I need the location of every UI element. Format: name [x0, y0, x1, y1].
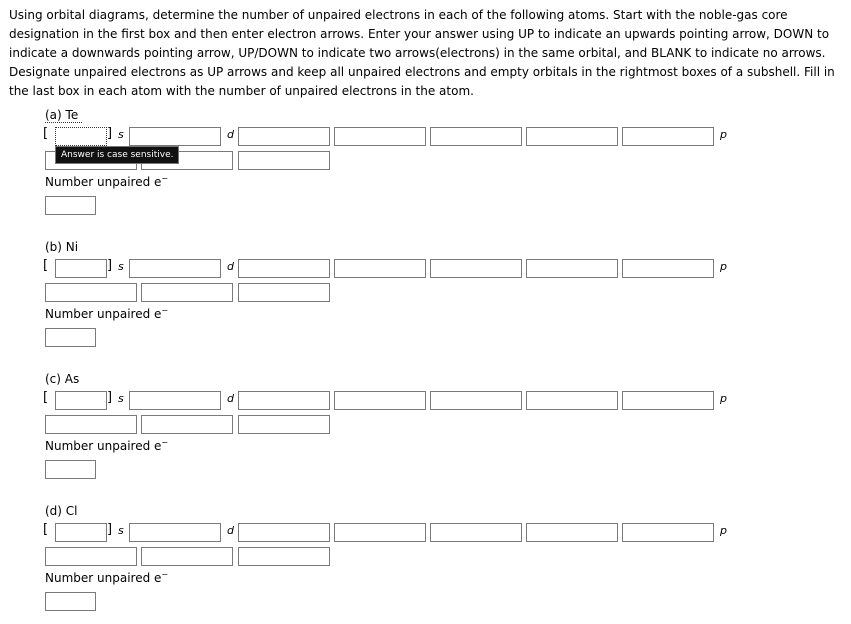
unpaired-count-input[interactable]	[45, 328, 96, 347]
s-orbital-input[interactable]	[129, 391, 221, 410]
p-label: p	[720, 524, 727, 537]
p-orbital-input-1[interactable]	[45, 283, 137, 302]
d-orbital-input-4[interactable]	[526, 391, 618, 410]
d-orbital-input-3[interactable]	[430, 523, 522, 542]
bracket-open: [	[43, 126, 49, 141]
d-orbital-input-4[interactable]	[526, 259, 618, 278]
atom-label: (b) Ni	[45, 240, 79, 254]
atom-d	[45, 504, 805, 624]
unpaired-label	[45, 438, 168, 453]
unpaired-label	[45, 174, 168, 189]
d-orbital-input-4[interactable]	[526, 523, 618, 542]
electron-superscript: −	[161, 570, 169, 579]
d-orbital-input-2[interactable]	[334, 127, 426, 146]
p-label: p	[720, 260, 727, 273]
d-orbital-input-2[interactable]	[334, 523, 426, 542]
bracket-open: [	[43, 390, 49, 405]
d-orbital-input-2[interactable]	[334, 259, 426, 278]
s-label: s	[118, 392, 124, 405]
s-orbital-input[interactable]	[129, 259, 221, 278]
p-orbital-input-2[interactable]	[141, 283, 233, 302]
electron-superscript: −	[161, 438, 169, 447]
unpaired-label-text: Number unpaired e	[45, 439, 162, 453]
atom-label: (d) Cl	[45, 504, 78, 518]
atom-c	[45, 372, 805, 492]
unpaired-label-text: Number unpaired e	[45, 307, 162, 321]
d-label: d	[227, 128, 234, 141]
p-orbital-input-3[interactable]	[238, 283, 330, 302]
s-label: s	[118, 128, 124, 141]
d-label: d	[227, 524, 234, 537]
p-orbital-input-1[interactable]	[45, 415, 137, 434]
atom-a	[45, 108, 805, 228]
d-orbital-input-3[interactable]	[430, 259, 522, 278]
d-orbital-input-2[interactable]	[334, 391, 426, 410]
p-orbital-input-3[interactable]	[238, 151, 330, 170]
p-label: p	[720, 392, 727, 405]
unpaired-label-text: Number unpaired e	[45, 571, 162, 585]
bracket-close: ]	[107, 126, 113, 141]
d-orbital-input-4[interactable]	[526, 127, 618, 146]
p-orbital-input-3[interactable]	[238, 547, 330, 566]
atom-b	[45, 240, 805, 360]
d-orbital-input-5[interactable]	[622, 391, 714, 410]
s-label: s	[118, 260, 124, 273]
p-label: p	[720, 128, 727, 141]
p-orbital-input-3[interactable]	[238, 415, 330, 434]
noble-gas-core-input[interactable]	[55, 523, 107, 542]
unpaired-label-text: Number unpaired e	[45, 175, 162, 189]
unpaired-label	[45, 570, 168, 585]
d-orbital-input-3[interactable]	[430, 391, 522, 410]
noble-gas-core-input[interactable]	[55, 259, 107, 278]
instructions-text: Using orbital diagrams, determine the number of unpaired electrons in each of the following atoms. Start with the noble-gas core designation in the first box and then enter electron arrows. Enter your answer using UP to indicate an upwards pointing arrow, DOWN to indicate a downwards pointing arrow, UP/DOWN to indicate two arrows(electrons) in the same orbital, and BLANK to indicate no arrows. Designate unpaired electrons as UP arrows and keep all unpaired electrons and empty orbitals in the rightmost boxes of a subshell. Fill in the last box in each atom with the number of unpaired electrons in the atom.	[9, 8, 835, 98]
s-orbital-input[interactable]	[129, 523, 221, 542]
d-orbital-input-1[interactable]	[238, 523, 330, 542]
unpaired-label	[45, 306, 168, 321]
d-orbital-input-3[interactable]	[430, 127, 522, 146]
d-orbital-input-5[interactable]	[622, 523, 714, 542]
electron-superscript: −	[161, 174, 169, 183]
bracket-close: ]	[107, 390, 113, 405]
unpaired-count-input[interactable]	[45, 196, 96, 215]
p-orbital-input-1[interactable]	[45, 547, 137, 566]
d-orbital-input-1[interactable]	[238, 127, 330, 146]
atom-label: (a) Te	[45, 108, 82, 123]
bracket-open: [	[43, 258, 49, 273]
d-orbital-input-5[interactable]	[622, 127, 714, 146]
bracket-close: ]	[107, 258, 113, 273]
d-orbital-input-1[interactable]	[238, 259, 330, 278]
noble-gas-core-input[interactable]	[55, 127, 107, 146]
unpaired-count-input[interactable]	[45, 592, 96, 611]
noble-gas-core-input[interactable]	[55, 391, 107, 410]
d-label: d	[227, 260, 234, 273]
d-orbital-input-1[interactable]	[238, 391, 330, 410]
p-orbital-input-2[interactable]	[141, 547, 233, 566]
s-label: s	[118, 524, 124, 537]
p-orbital-input-2[interactable]	[141, 415, 233, 434]
bracket-open: [	[43, 522, 49, 537]
s-orbital-input[interactable]	[129, 127, 221, 146]
case-sensitive-tooltip: Answer is case sensitive.	[55, 146, 179, 164]
d-orbital-input-5[interactable]	[622, 259, 714, 278]
unpaired-count-input[interactable]	[45, 460, 96, 479]
atom-label: (c) As	[45, 372, 80, 386]
bracket-close: ]	[107, 522, 113, 537]
d-label: d	[227, 392, 234, 405]
electron-superscript: −	[161, 306, 169, 315]
